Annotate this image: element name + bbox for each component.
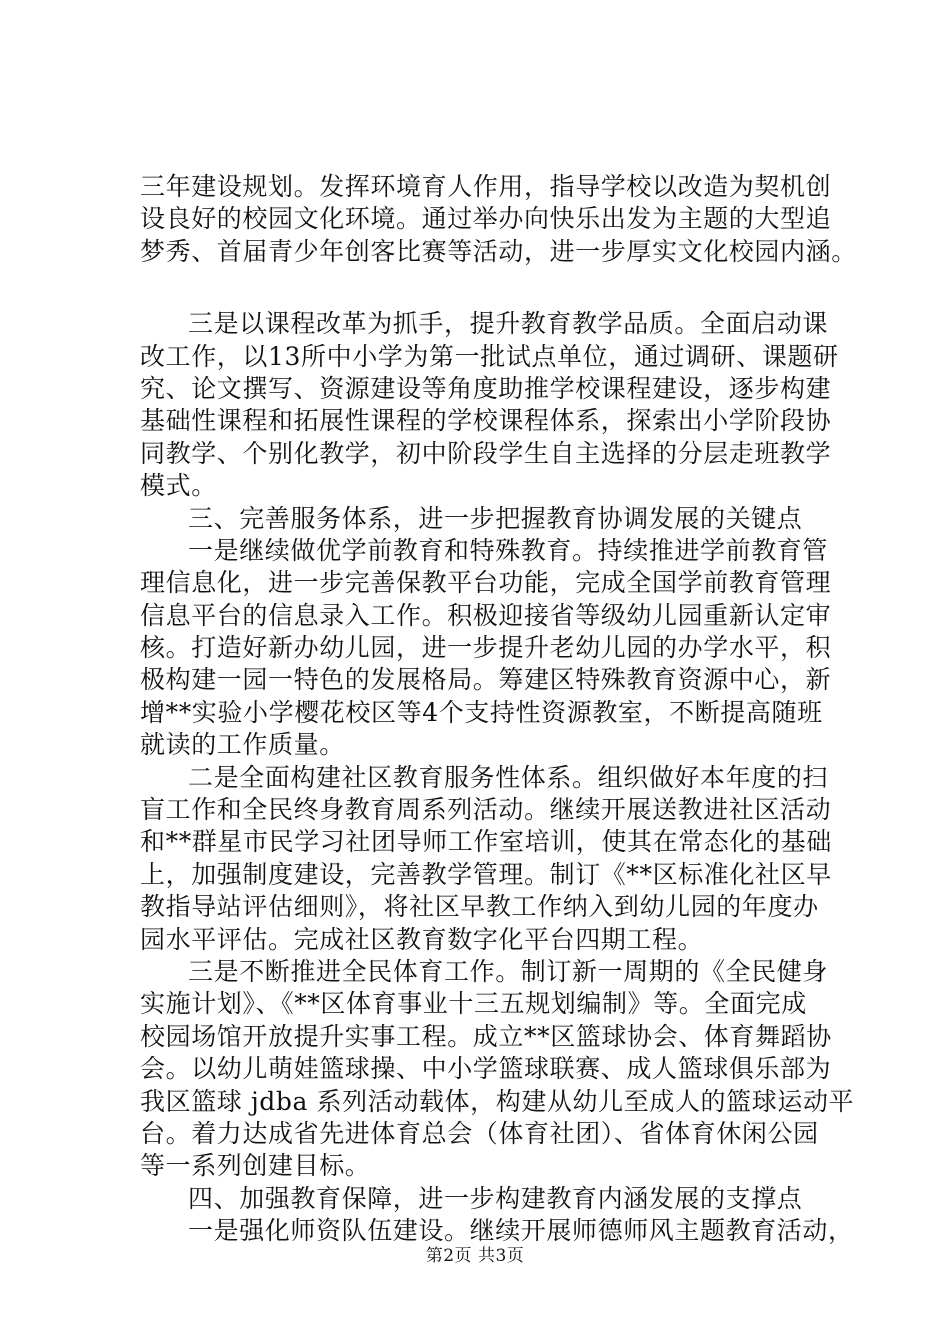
text-line: 一是强化师资队伍建设。继续开展师德师风主题教育活动，: [188, 1216, 854, 1246]
text-line: 教指导站评估细则》，将社区早教工作纳入到幼儿园的年度办: [140, 892, 819, 922]
text-line: 一是继续做优学前教育和特殊教育。持续推进学前教育管: [188, 535, 829, 565]
text-line: 基础性课程和拓展性课程的学校课程体系，探索出小学阶段协: [140, 406, 832, 436]
text-line: 实施计划》、《**区体育事业十三五规划编制》等。全面完成: [140, 989, 807, 1019]
paragraph-teacher-team: [140, 1215, 860, 1247]
page-footer: [0, 1245, 950, 1267]
text-line: 理信息化，进一步完善保教平台功能，完成全国学前教育管理: [140, 568, 832, 598]
text-line: 等一系列创建目标。: [140, 1151, 371, 1181]
text-line: 园水平评估。完成社区教育数字化平台四期工程。: [140, 924, 704, 954]
text-line: 二是全面构建社区教育服务性体系。组织做好本年度的扫: [188, 762, 829, 792]
paragraph-continuation: [140, 171, 860, 268]
paragraph-gap: [140, 268, 860, 308]
text-line: 梦秀、首届青少年创客比赛等活动，进一步厚实文化校园内涵。: [140, 236, 857, 266]
text-line: 三是以课程改革为抓手，提升教育教学品质。全面启动课: [188, 309, 829, 339]
section-heading-3: 三、完善服务体系，进一步把握教育协调发展的关键点: [188, 503, 803, 533]
section-heading-4: 四、加强教育保障，进一步构建教育内涵发展的支撑点: [188, 1183, 803, 1213]
text-line: 究、论文撰写、资源建设等角度助推学校课程建设，逐步构建: [140, 373, 832, 403]
text-line: 增**实验小学樱花校区等4个支持性资源教室，不断提高随班: [140, 697, 823, 727]
text-line: 极构建一园一特色的发展格局。筹建区特殊教育资源中心，新: [140, 665, 832, 695]
text-line: 和**群星市民学习社团导师工作室培训，使其在常态化的基础: [140, 827, 832, 857]
paragraph-curriculum-reform: [140, 308, 860, 502]
page-number-label: 第2页 共3页: [425, 1246, 525, 1266]
paragraph-preschool-special-education: [140, 535, 860, 762]
text-line: 盲工作和全民终身教育周系列活动。继续开展送教进社区活动: [140, 795, 832, 825]
text-line: 同教学、个别化教学，初中阶段学生自主选择的分层走班教学: [140, 438, 832, 468]
text-line: 台。着力达成省先进体育总会（体育社团）、省体育休闲公园: [140, 1118, 819, 1148]
text-line: 三是不断推进全民体育工作。制订新一周期的《全民健身: [188, 956, 829, 986]
text-line: 校园场馆开放提升实事工程。成立**区篮球协会、体育舞蹈协: [140, 1021, 832, 1051]
text-line: 三年建设规划。发挥环境育人作用，指导学校以改造为契机创: [140, 172, 832, 201]
text-line: 核。打造好新办幼儿园，进一步提升老幼儿园的办学水平，积: [140, 633, 832, 663]
text-line: 改工作，以13所中小学为第一批试点单位，通过调研、课题研: [140, 341, 839, 371]
text-line: 设良好的校园文化环境。通过举办向快乐出发为主题的大型追: [140, 204, 832, 234]
text-line: 我区篮球 jdba 系列活动载体，构建从幼儿至成人的篮球运动平: [140, 1086, 855, 1116]
text-line: 会。以幼儿萌娃篮球操、中小学篮球联赛、成人篮球俱乐部为: [140, 1054, 832, 1084]
text-line: 信息平台的信息录入工作。积极迎接省等级幼儿园重新认定审: [140, 600, 832, 630]
paragraph-national-fitness: [140, 956, 860, 1183]
text-line: 就读的工作质量。: [140, 730, 345, 760]
text-line: 上，加强制度建设，完善教学管理。制订《**区标准化社区早: [140, 859, 832, 889]
paragraph-community-education: [140, 762, 860, 956]
text-line: 模式。: [140, 471, 217, 501]
document-body: [140, 171, 860, 1248]
